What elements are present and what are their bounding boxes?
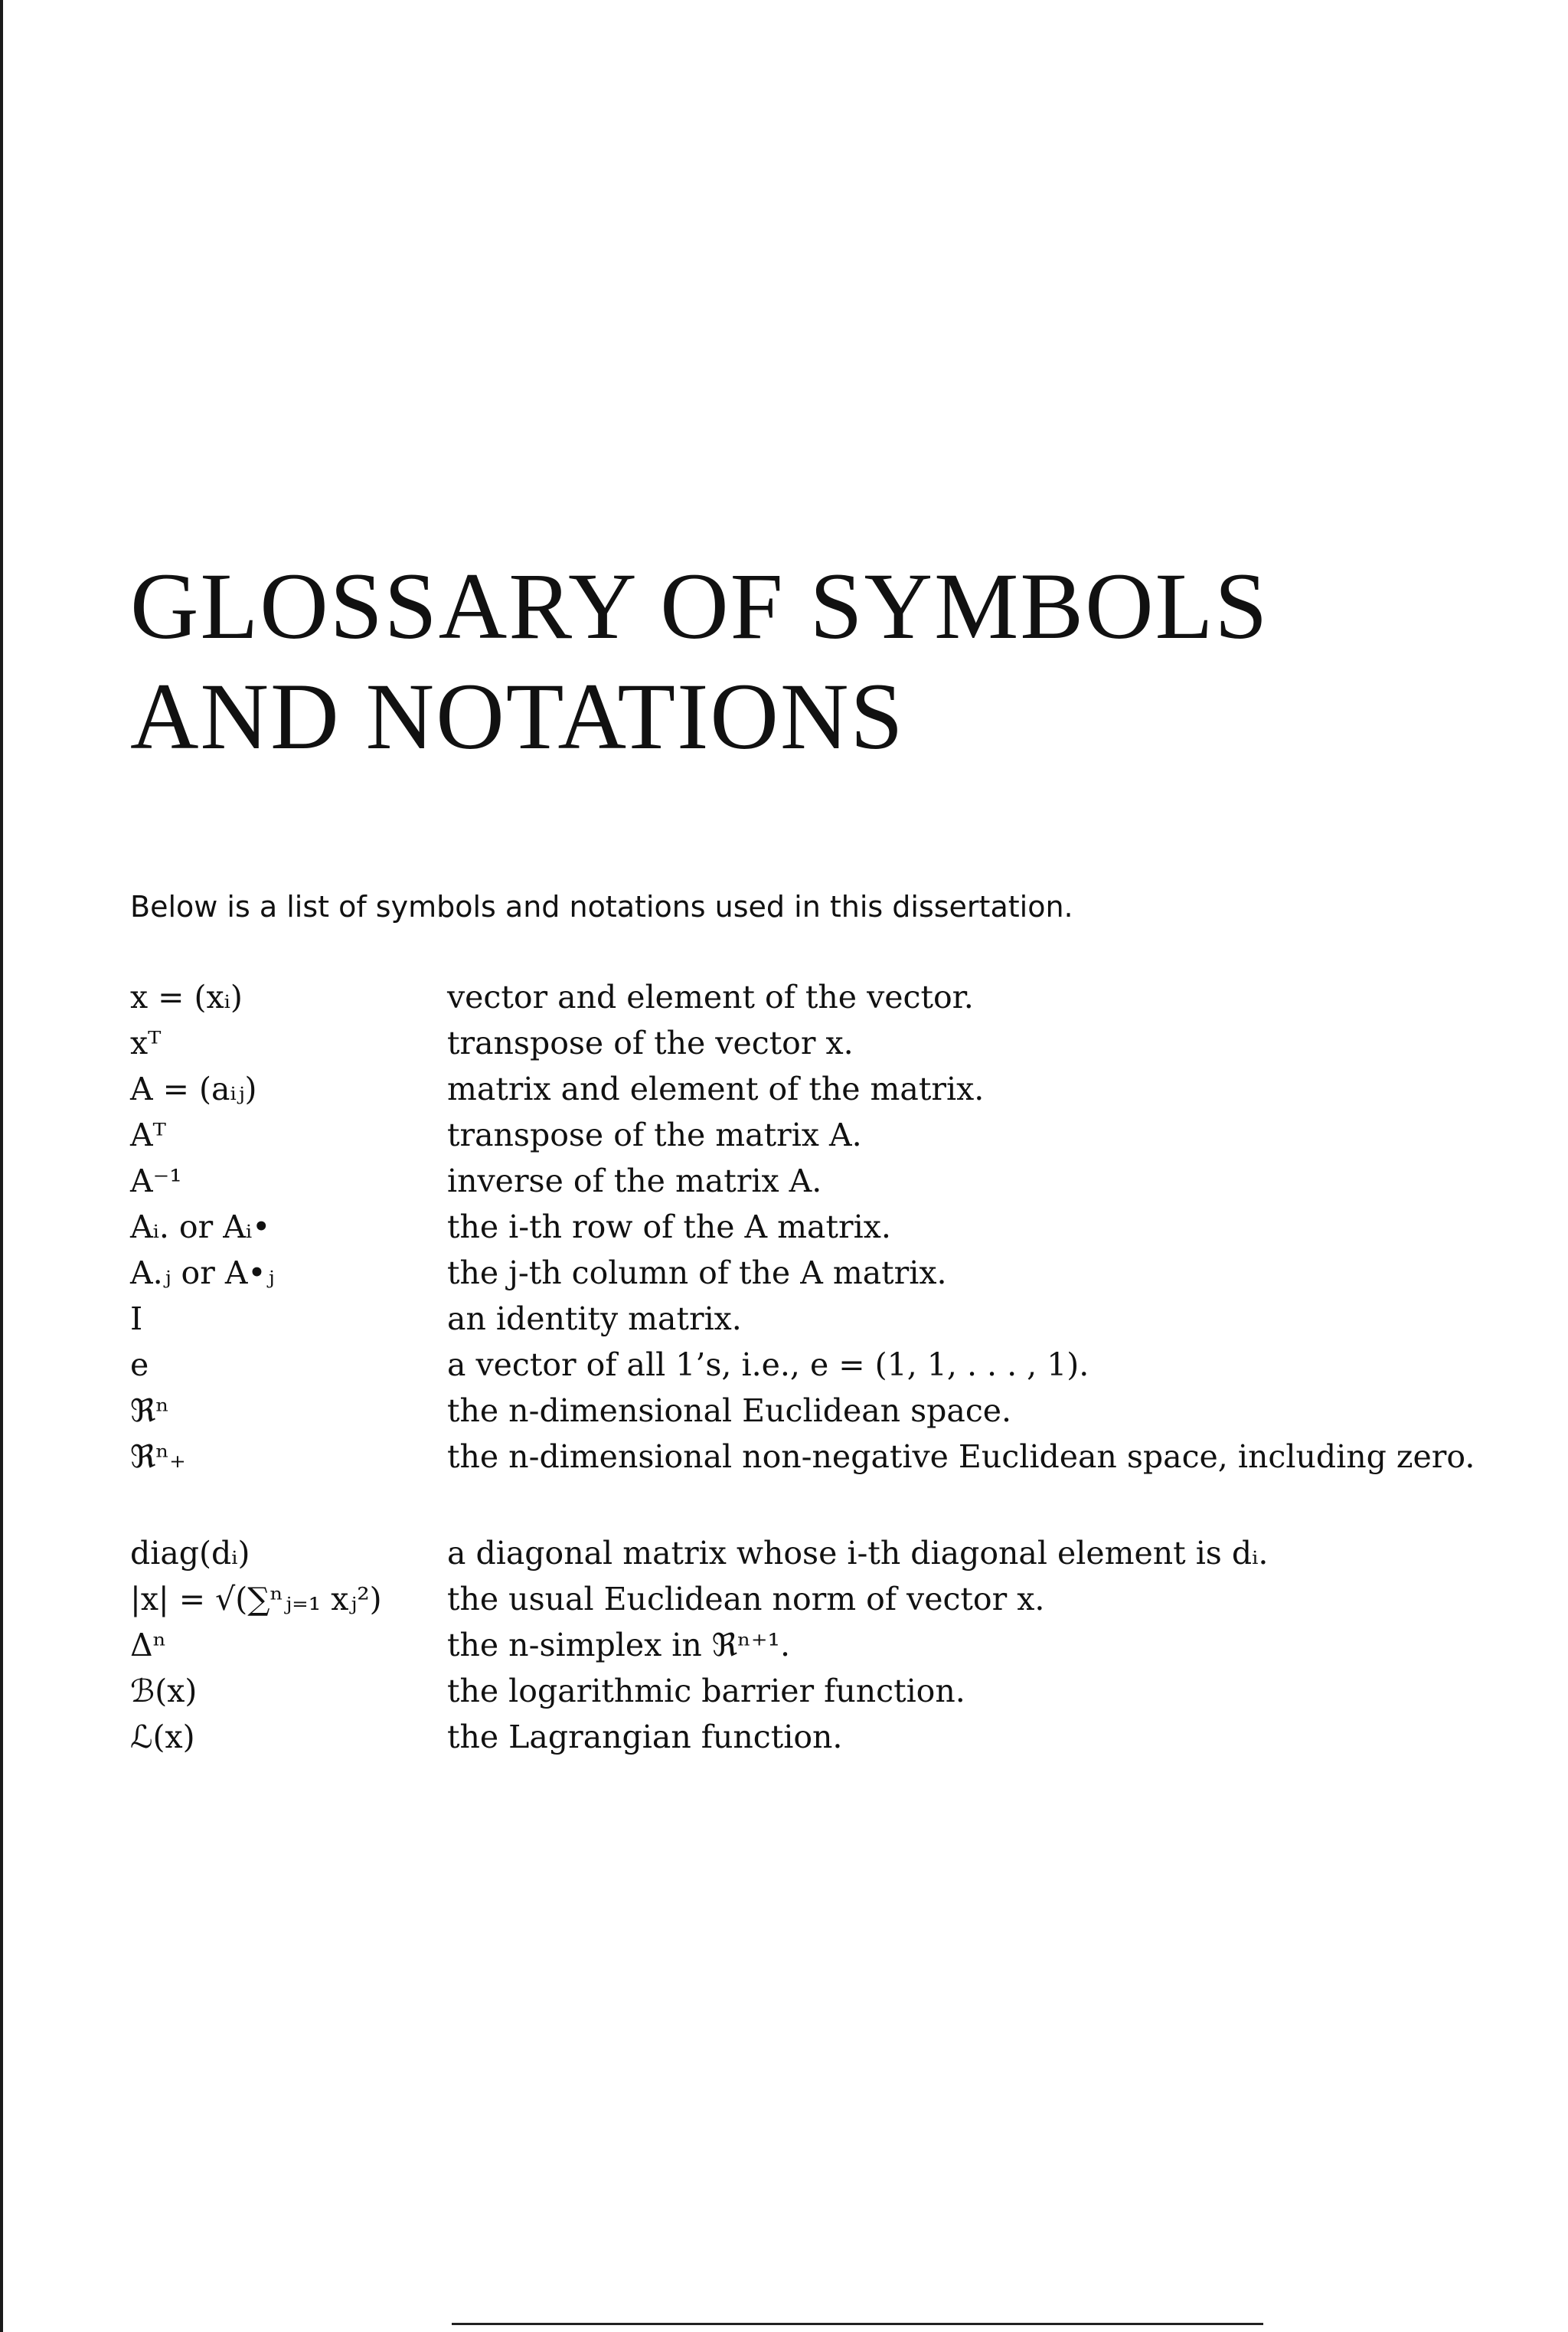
glossary-symbol: e xyxy=(130,1346,149,1383)
glossary-description: the n-simplex in ℜⁿ⁺¹. xyxy=(447,1627,791,1663)
glossary-row xyxy=(130,1668,1478,1714)
glossary-description: the logarithmic barrier function. xyxy=(447,1673,965,1709)
glossary-row xyxy=(130,1020,1478,1066)
glossary-description: a diagonal matrix whose i-th diagonal element is dᵢ. xyxy=(447,1535,1269,1572)
glossary-row xyxy=(130,1342,1478,1388)
title-line-2: AND NOTATIONS xyxy=(130,664,905,769)
glossary-symbol: Aᵀ xyxy=(130,1117,166,1153)
glossary-row xyxy=(130,1296,1478,1342)
glossary-symbol: I xyxy=(130,1300,143,1337)
glossary-symbol: Aᵢ. or Aᵢ• xyxy=(130,1209,271,1245)
glossary-row xyxy=(130,1388,1478,1434)
glossary-description: an identity matrix. xyxy=(447,1300,742,1337)
glossary-description: the Lagrangian function. xyxy=(447,1719,843,1755)
bottom-rule xyxy=(452,2323,1263,2325)
glossary-symbol: A.ⱼ or A•ⱼ xyxy=(130,1254,275,1291)
page-left-edge xyxy=(0,0,3,2332)
glossary-symbol: Δⁿ xyxy=(130,1627,167,1663)
glossary-symbol: ℜⁿ xyxy=(130,1392,170,1429)
page-title xyxy=(130,551,1508,772)
glossary-description: inverse of the matrix A. xyxy=(447,1163,822,1199)
glossary-list xyxy=(130,974,1478,1760)
glossary-symbol: |x| = √(∑ⁿⱼ₌₁ xⱼ²) xyxy=(130,1581,382,1617)
title-line-1: GLOSSARY OF SYMBOLS xyxy=(130,554,1269,659)
glossary-description: the i-th row of the A matrix. xyxy=(447,1209,891,1245)
glossary-row xyxy=(130,1158,1478,1204)
glossary-symbol: A = (aᵢⱼ) xyxy=(130,1071,257,1107)
glossary-description: the n-dimensional Euclidean space. xyxy=(447,1392,1012,1429)
glossary-row xyxy=(130,1714,1478,1760)
glossary-symbol: ℒ(x) xyxy=(130,1719,195,1755)
glossary-row xyxy=(130,1434,1478,1530)
glossary-description: the usual Euclidean norm of vector x. xyxy=(447,1581,1045,1617)
glossary-description: vector and element of the vector. xyxy=(447,979,974,1016)
glossary-row xyxy=(130,1530,1478,1576)
glossary-row xyxy=(130,1576,1478,1622)
glossary-symbol: A⁻¹ xyxy=(130,1163,182,1199)
glossary-symbol: diag(dᵢ) xyxy=(130,1535,250,1572)
glossary-description: transpose of the matrix A. xyxy=(447,1117,862,1153)
glossary-row xyxy=(130,1204,1478,1250)
glossary-description: a vector of all 1’s, i.e., e = (1, 1, . . . , 1). xyxy=(447,1346,1089,1383)
glossary-row xyxy=(130,1622,1478,1668)
glossary-description: the j-th column of the A matrix. xyxy=(447,1254,947,1291)
glossary-row xyxy=(130,1250,1478,1296)
intro-text: Below is a list of symbols and notations used in this dissertation. xyxy=(130,890,1073,924)
glossary-row xyxy=(130,1112,1478,1158)
glossary-row xyxy=(130,1066,1478,1112)
glossary-description: transpose of the vector x. xyxy=(447,1025,854,1061)
glossary-symbol: ℜⁿ₊ xyxy=(130,1438,186,1475)
glossary-symbol: ℬ(x) xyxy=(130,1673,198,1709)
glossary-description: the n-dimensional non-negative Euclidean space, including zero. xyxy=(447,1438,1475,1475)
glossary-symbol: xᵀ xyxy=(130,1025,162,1061)
glossary-symbol: x = (xᵢ) xyxy=(130,979,243,1016)
glossary-description: matrix and element of the matrix. xyxy=(447,1071,985,1107)
glossary-row xyxy=(130,974,1478,1020)
